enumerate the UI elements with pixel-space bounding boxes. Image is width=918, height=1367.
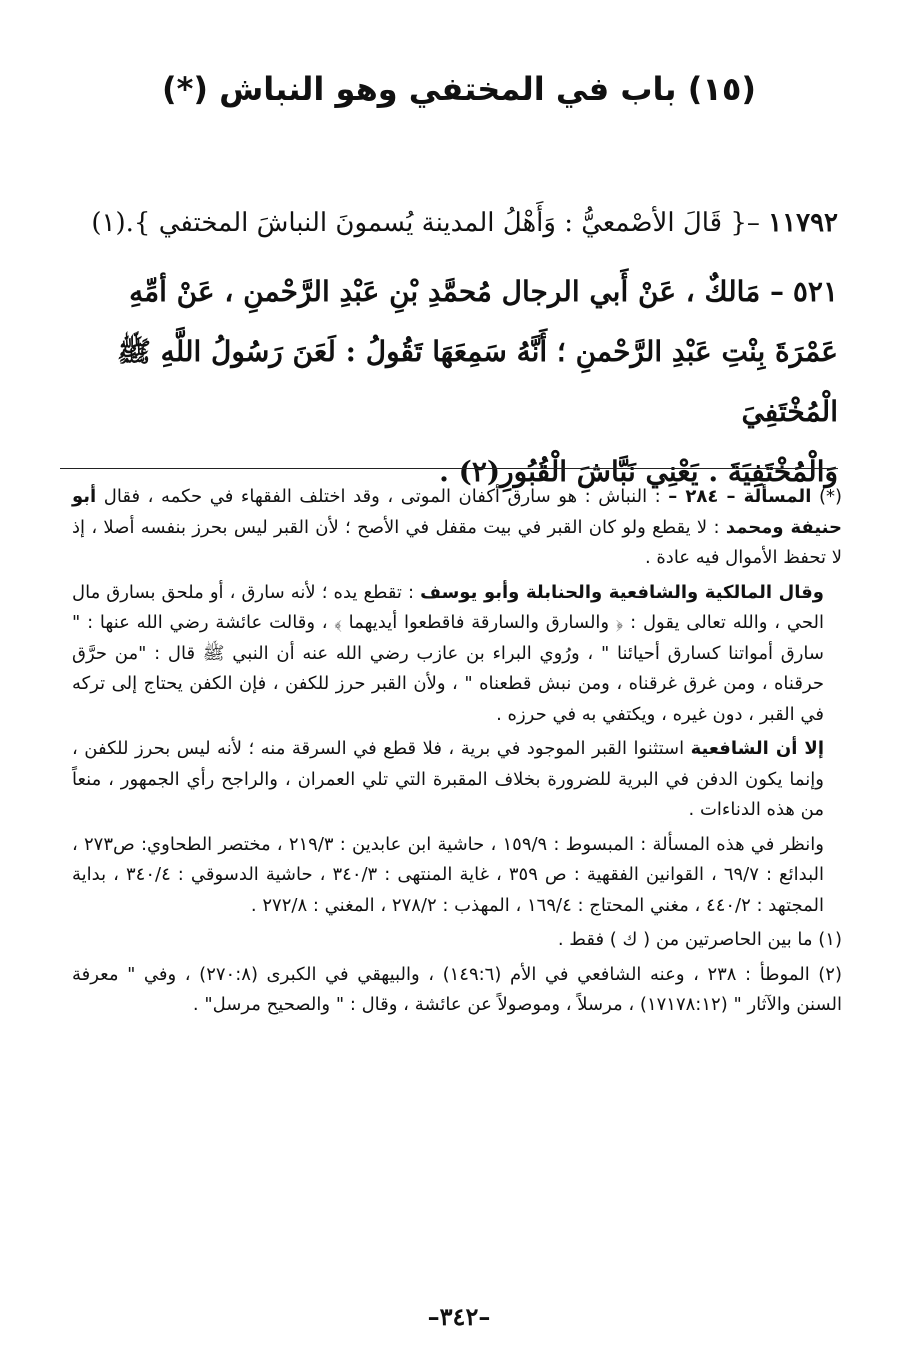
footnote-1: (١) ما بين الحاصرتين من ( ك ) فقط . <box>557 929 842 950</box>
narration-number: ١١٧٩٢ <box>768 208 838 238</box>
footnote-issue <box>72 482 842 574</box>
hadith-line-3: وَالْمُخْتَفِيَةَ . يَعْنِي نَبَّاشَ الْقُبُورِ(٢) . <box>439 455 838 488</box>
footnote-majority <box>72 578 842 731</box>
footnote-shafii <box>72 734 842 826</box>
shafii-label: إلا أن الشافعية <box>690 738 824 759</box>
issue-heading: المسألة – ٢٨٤ – <box>668 486 812 507</box>
majority-text: : تقطع يده ؛ لأنه سارق ، أو ملحق بسارق مال الحي ، والله تعالى يقول : ﴿ والسارق والسارقة فاقطعوا أيديهما ﴾ ، وقالت عائشة رضي الله عنها : " سارق أمواتنا كسارق أحيائنا " ، ورُوي البراء بن عازب رضي الله عنه أن النبي ﷺ قال : "من حرَّق حرقناه ، ومن غرق غرقناه ، ومن نبش قطعناه " ، ولأن القبر حرز للكفن ، فإن الكفن يحتاج إلى تركه في القبر ، دون غيره ، ويكتفي به في حرزه . <box>72 581 824 725</box>
lead-narration <box>60 196 838 250</box>
hadith-number: ٥٢١ <box>792 275 838 308</box>
footnote-marker: (*) <box>818 486 842 507</box>
hadith-line-2: عَمْرَةَ بِنْتِ عَبْدِ الرَّحْمنِ ؛ أَنَّهُ سَمِعَهَا تَقُولُ : لَعَنَ رَسُولُ اللَّهِ ﷺ الْمُخْتَفِيَ <box>117 335 838 428</box>
majority-label: وقال المالكية والشافعية والحنابلة وأبو يوسف <box>420 581 824 603</box>
page-number: –٣٤٢– <box>427 1302 491 1331</box>
hadith-line-1: – مَالكٌ ، عَنْ أَبي الرجال مُحمَّدِ بْنِ عَبْدِ الرَّحْمنِ ، عَنْ أمِّهِ <box>129 275 784 308</box>
hanafi-text: : لا يقطع ولو كان القبر في بيت مقفل في الأصح ؛ لأن القبر ليس بحرز بنفسه أصلا ، إذ لا تحفظ الأموال فيه عادة . <box>72 516 842 568</box>
footnote-divider <box>60 468 838 469</box>
hadith-text <box>60 262 838 502</box>
narration-text: –{ قَالَ الأصْمعيُّ : وَأَهْلُ المدينة يُسمونَ النباشَ المختفي }.(١) <box>91 208 760 238</box>
footnote-2: (٢) الموطأ : ٢٣٨ ، وعنه الشافعي في الأم (١٤٩:٦) ، والبيهقي في الكبرى (٢٧٠:٨) ، وفي " معرفة السنن والآثار " (١٧١٧٨:١٢) ، مرسلاً ، وموصولاً عن عائشة ، وقال : " والصحيح مرسل" . <box>72 963 842 1015</box>
shafii-text: استثنوا القبر الموجود في برية ، فلا قطع في السرقة منه ؛ لأنه ليس بحرز للكفن ، وإنما يكون الدفن في البرية للضرورة بخلاف المقبرة التي تلي العمران ، والراجح رأي الجمهور ، منعاً من هذه الدناءات . <box>72 738 824 820</box>
footnote-references: وانظر في هذه المسألة : المبسوط : ١٥٩/٩ ، حاشية ابن عابدين : ٢١٩/٣ ، مختصر الطحاوي: ص٢٧٣ ، البدائع : ٦٩/٧ ، القوانين الفقهية : ص ٣٥٩ ، غاية المنتهى : ٣٤٠/٣ ، حاشية الدسوقي : ٣٤٠/٤ ، بداية المجتهد : ٤٤٠/٢ ، مغني المحتاج : ١٦٩/٤ ، المهذب : ٢٧٨/٢ ، المغني : ٢٧٢/٨ . <box>72 833 825 916</box>
issue-text: : النباش : هو سارق أكفان الموتى ، وقد اختلف الفقهاء في حكمه ، فقال <box>103 486 661 507</box>
chapter-title: (١٥) باب في المختفي وهو النباش (*) <box>161 70 757 108</box>
hanafi-label: أبو حنيفة ومحمد <box>72 486 842 538</box>
footnotes <box>72 482 842 1025</box>
